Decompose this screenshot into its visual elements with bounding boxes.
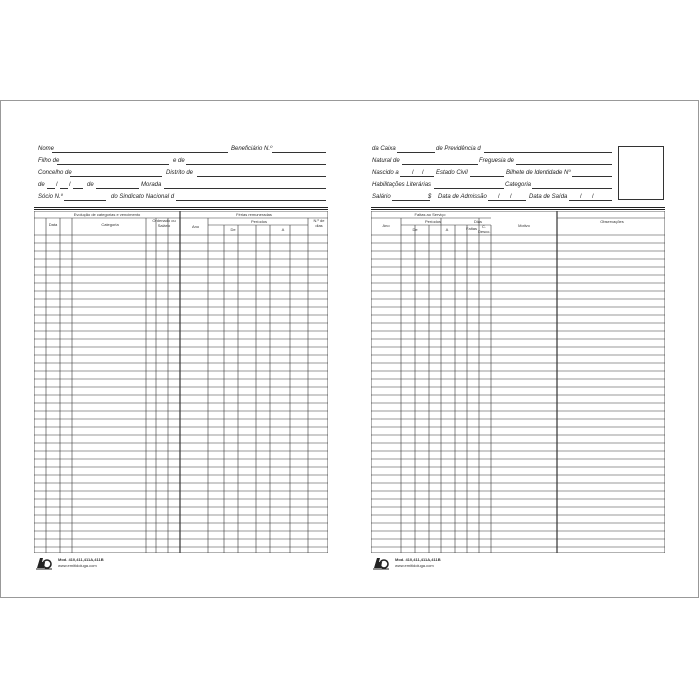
nome-line[interactable] [52,152,228,153]
header-ano-left: Ano [191,224,200,229]
salario-label: Salário [372,194,391,200]
header-ano-right: Ano [382,223,390,228]
bilhete-line[interactable] [572,176,612,177]
nascido-label: Nascido a [372,170,399,176]
de-label-2: de [87,182,94,188]
left-table-grid [34,211,328,553]
saida-line[interactable] [569,200,612,201]
place-line[interactable] [96,188,139,189]
beneficiario-label: Beneficiário N.º [231,146,273,152]
slash-3: / [412,170,414,176]
header-dias-left: N.º de dias [313,218,325,228]
header-data: Data [48,222,58,227]
footer-model-left: Mod. 410,411,411A,411B [58,557,104,562]
de-label-1: de [38,182,45,188]
header-de-right: De [412,227,418,232]
filho-de-label: Filho de [38,158,60,164]
socio-line[interactable] [64,200,106,201]
slash-1: / [56,182,58,188]
currency-sign: $ [428,194,432,200]
header-de-left: De [230,227,236,232]
slash-2: / [69,182,71,188]
footer-site-left: www.emitidoluga.com [58,563,97,568]
header-faltas-col: Faltas [466,226,477,231]
habilitacoes-label: Habilitações Literárias [372,182,432,188]
previdencia-label: de Previdência d [436,146,481,152]
header-observacoes: Observações [600,219,624,224]
header-a-right: A [445,227,449,232]
header-periodos-left: Períodos [250,219,267,224]
concelho-label: Concelho de [38,170,72,176]
distrito-line[interactable] [197,176,326,177]
slash-7: / [580,194,582,200]
right-table-grid [371,211,665,553]
header-periodos-right: Períodos [424,219,441,224]
bilhete-label: Bilhete de Identidade Nº [506,170,571,176]
header-rule [34,207,328,208]
slash-8: / [592,194,594,200]
header-evolucao: Evolução de categorias e vencimento [73,212,141,217]
header-rule-right-2 [371,209,665,210]
nome-label: Nome [38,146,55,152]
filho-de-line[interactable] [57,164,169,165]
beneficiario-line[interactable] [272,152,326,153]
sindicato-label: do Sindicato Nacional d [111,194,175,200]
nascido-line[interactable] [400,176,434,177]
concelho-line[interactable] [70,176,162,177]
habilitacoes-line[interactable] [434,188,504,189]
footer-model-right: Mod. 410,411,411A,411B [395,557,441,562]
day-line[interactable] [47,188,55,189]
publisher-logo-icon [36,556,52,570]
distrito-label: Distrito de [166,170,194,176]
categoria-line[interactable] [532,188,612,189]
da-caixa-line[interactable] [397,152,435,153]
year-line[interactable] [73,188,83,189]
publisher-logo-icon-right [373,556,389,570]
header-descontos: C. Desco. [478,224,491,234]
header-a-left: A [281,227,285,232]
natural-line[interactable] [402,164,478,165]
header-rule-2 [34,209,328,210]
e-de-label: e de [173,158,185,164]
salario-line[interactable] [392,200,430,201]
saida-label: Data de Saída [529,194,568,200]
sindicato-line[interactable] [176,200,326,201]
photo-box [618,146,664,200]
slash-5: / [498,194,500,200]
previdencia-line[interactable] [484,152,612,153]
natural-label: Natural de [372,158,400,164]
admissao-line[interactable] [488,200,526,201]
estado-civil-label: Estado Civil [436,170,468,176]
header-rule-right [371,207,665,208]
morada-label: Morada [141,182,162,188]
freguesia-line[interactable] [516,164,612,165]
da-caixa-label: da Caixa [372,146,396,152]
header-categoria: Categoria [101,222,119,227]
slash-6: / [510,194,512,200]
header-motivo: Motivo [518,223,530,228]
month-line[interactable] [60,188,68,189]
morada-line[interactable] [164,188,326,189]
header-dias-right: Dias [473,219,482,224]
header-ordenado: Ordenado ou Salário [152,218,176,228]
footer-site-right: www.emitidoluga.com [395,563,434,568]
freguesia-label: Freguesia de [479,158,515,164]
slash-4: / [422,170,424,176]
admissao-label: Data de Admissão [438,194,487,200]
estado-civil-line[interactable] [470,176,504,177]
e-de-line[interactable] [186,164,326,165]
header-faltas: Faltas ao Serviço [414,212,446,217]
header-ferias: Férias remuneradas [236,212,272,217]
categoria-label: Categoria [505,182,532,188]
socio-label: Sócio N.º [38,194,63,200]
